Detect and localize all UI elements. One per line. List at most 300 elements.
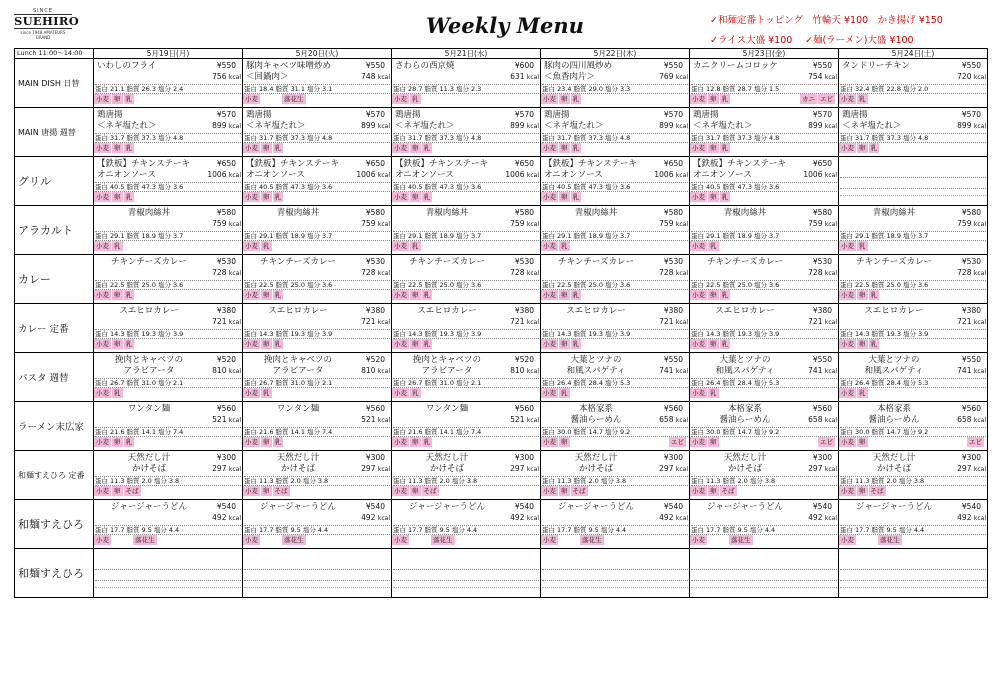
empty-slot <box>95 569 241 581</box>
price: ¥520 <box>216 355 236 364</box>
menu-item <box>243 206 391 254</box>
menu-cell <box>94 353 243 402</box>
allergen-tag: 乳 <box>721 95 728 103</box>
menu-cell <box>690 255 839 304</box>
menu-item <box>243 108 391 156</box>
dish-name: 天然だし汁 <box>276 453 320 463</box>
allergen-tag: 小麦 <box>841 438 854 446</box>
allergen-tag: 乳 <box>125 95 132 103</box>
nutrient-value: 3.6 <box>172 281 184 289</box>
menu-cell <box>690 402 839 451</box>
price: ¥530 <box>365 257 385 266</box>
menu-item <box>690 108 838 156</box>
allergen-tag: 小麦 <box>394 291 407 299</box>
nutrient-label: 脂質 <box>126 526 140 534</box>
nutrient-label: 塩分 <box>753 134 767 142</box>
nutrient-value: 18.9 <box>141 232 156 240</box>
nutrient-value: 9.2 <box>917 428 929 436</box>
nutrient-label: 塩分 <box>902 85 916 93</box>
allergen-tag: 卵 <box>263 193 270 201</box>
lunch-hours: Lunch 11:00～14:00 <box>15 49 94 59</box>
menu-row <box>15 59 988 108</box>
nutrient-label: 脂質 <box>722 134 736 142</box>
dish-name: 【鉄板】チキンステーキ <box>544 159 637 169</box>
calories <box>957 366 986 376</box>
nutrient-label: 脂質 <box>275 526 289 534</box>
allergen-row <box>541 437 689 447</box>
nutrient-label: 塩分 <box>306 134 320 142</box>
row-label: 和麺すえひろ <box>15 500 94 549</box>
nutrient-label: 塩分 <box>455 281 469 289</box>
nutrient-label: 蛋白 <box>691 134 704 142</box>
price: ¥530 <box>812 257 832 266</box>
allergen-row <box>94 437 242 447</box>
nutrient-label: 蛋白 <box>393 134 406 142</box>
page-title: Weekly Menu <box>426 13 584 38</box>
dish-name: チキンチーズカレー <box>260 257 336 267</box>
day-header-2: 5月20日(火) <box>243 49 392 59</box>
dish-name: 本格家系 <box>876 404 911 414</box>
menu-item <box>243 255 391 303</box>
nutrient-label: 塩分 <box>898 526 912 534</box>
nutrient-value: 3.7 <box>172 232 184 240</box>
allergen-tag: 乳 <box>859 95 866 103</box>
kcal-unit: kcal <box>973 270 986 277</box>
price: ¥520 <box>365 355 385 364</box>
menu-cell <box>94 451 243 500</box>
nutrient-value: 31.0 <box>290 379 305 387</box>
nutrient-value: 3.7 <box>321 232 333 240</box>
nutrient-value: 4.4 <box>317 526 329 534</box>
dish-name: チキンチーズカレー <box>558 257 634 267</box>
menu-item <box>690 353 838 401</box>
nutrient-value: 3.6 <box>619 183 631 191</box>
allergen-tag: 卵 <box>710 144 717 152</box>
nutrient-value: 4.8 <box>917 134 929 142</box>
calories <box>659 317 688 327</box>
nutrition-line <box>542 427 688 437</box>
kcal-unit: kcal <box>824 221 837 228</box>
allergen-tag: 乳 <box>572 340 579 348</box>
menu-item <box>541 157 689 205</box>
allergen-tag: 卵 <box>412 340 419 348</box>
nutrient-label: 脂質 <box>573 379 587 387</box>
nutrient-label: 蛋白 <box>393 330 406 338</box>
nutrient-label: 塩分 <box>157 85 171 93</box>
nutrient-value: 17.7 <box>855 526 870 534</box>
allergen-tag: 乳 <box>412 95 419 103</box>
price: ¥380 <box>216 306 236 315</box>
allergen-tag: 小麦 <box>692 291 705 299</box>
nutrient-label: 蛋白 <box>691 85 704 93</box>
calories <box>361 464 390 474</box>
menu-cell <box>541 402 690 451</box>
nutrition-line <box>542 378 688 388</box>
nutrient-value: 2.1 <box>172 379 184 387</box>
nutrient-label: 脂質 <box>722 330 736 338</box>
allergen-tag: 乳 <box>710 389 717 397</box>
dish-subname: ＜ネギ塩たれ＞ <box>544 121 604 131</box>
nutrient-value: 7.4 <box>321 428 333 436</box>
nutrient-value: 37.3 <box>290 134 305 142</box>
dish-name: 鶏唐揚 <box>395 110 421 120</box>
nutrient-label: 塩分 <box>604 183 618 191</box>
menu-item <box>839 157 987 205</box>
kcal-unit: kcal <box>675 466 688 473</box>
price: ¥650 <box>812 159 832 168</box>
menu-row <box>15 108 988 157</box>
nutrient-value: 3.6 <box>917 281 929 289</box>
kcal-value: 721 <box>808 317 823 326</box>
menu-cell <box>690 206 839 255</box>
nutrition-line <box>542 525 688 535</box>
nutrient-label: 脂質 <box>871 379 885 387</box>
calories <box>207 170 241 180</box>
nutrient-value: 9.5 <box>141 526 152 534</box>
allergen-row <box>243 437 391 447</box>
allergen-row <box>839 94 987 104</box>
menu-cell <box>243 549 392 598</box>
price: ¥380 <box>514 306 534 315</box>
nutrient-label: 蛋白 <box>691 232 704 240</box>
menu-cell <box>392 157 541 206</box>
allergen-tag: 乳 <box>561 242 568 250</box>
menu-row <box>15 206 988 255</box>
nutrient-value: 19.3 <box>290 330 305 338</box>
kcal-value: 521 <box>212 415 227 424</box>
kcal-value: 741 <box>659 366 674 375</box>
dish-subname: アラビアータ <box>421 366 473 376</box>
price: ¥570 <box>216 110 236 119</box>
price: ¥550 <box>663 61 683 70</box>
nutrition-line <box>95 329 241 339</box>
dish-name: ジャージャーうどん <box>260 502 336 512</box>
nutrient-label: 脂質 <box>424 526 438 534</box>
nutrient-value: 26.7 <box>259 379 274 387</box>
allergen-tag: 卵 <box>263 291 270 299</box>
menu-cell <box>243 255 392 304</box>
menu-cell <box>243 304 392 353</box>
nutrient-value: 14.7 <box>588 428 603 436</box>
nutrition-line <box>95 280 241 290</box>
kcal-unit: kcal <box>824 172 837 179</box>
dish-subname: かけそば <box>727 464 762 474</box>
kcal-value: 759 <box>212 219 227 228</box>
nutrient-value: 22.5 <box>408 281 423 289</box>
menu-item <box>392 451 540 499</box>
nutrition-line <box>542 329 688 339</box>
nutrient-value: 21.6 <box>110 428 125 436</box>
nutrient-value: 3.8 <box>764 477 776 485</box>
nutrient-label: 蛋白 <box>244 281 257 289</box>
day-header-3: 5月21日(水) <box>392 49 541 59</box>
nutrient-label: 脂質 <box>871 232 885 240</box>
price: ¥570 <box>514 110 534 119</box>
nutrient-label: 塩分 <box>902 379 916 387</box>
allergen-tag: 小麦 <box>841 144 854 152</box>
nutrient-label: 脂質 <box>126 183 140 191</box>
kcal-unit: kcal <box>824 319 837 326</box>
nutrient-label: 蛋白 <box>393 232 406 240</box>
nutrient-value: 21.1 <box>110 85 125 93</box>
nutrient-value: 3.6 <box>172 183 184 191</box>
nutrient-value: 31.7 <box>259 134 274 142</box>
calories <box>356 170 390 180</box>
nutrient-label: 塩分 <box>604 85 618 93</box>
allergen-row <box>392 241 540 251</box>
row-label: アラカルト <box>15 206 94 255</box>
allergen-tag: 小麦 <box>841 487 854 495</box>
allergen-tag: 小麦 <box>692 340 705 348</box>
dish-name: 青椒肉絲丼 <box>574 208 618 218</box>
nutrient-value: 17.7 <box>706 526 721 534</box>
menu-cell <box>690 353 839 402</box>
dish-name: ワンタン麺 <box>276 404 320 414</box>
nutrient-label: 塩分 <box>157 379 171 387</box>
kcal-unit: kcal <box>973 74 986 81</box>
dish-subname: オニオンソース <box>544 170 603 180</box>
nutrient-value: 26.3 <box>141 85 156 93</box>
nutrient-label: 塩分 <box>455 183 469 191</box>
nutrient-value: 47.3 <box>141 183 156 191</box>
calories <box>957 268 986 278</box>
price: ¥550 <box>216 61 236 70</box>
nutrient-label: 脂質 <box>573 183 587 191</box>
nutrition-line <box>691 378 837 388</box>
price: ¥580 <box>812 208 832 217</box>
logo-tagline: since 1948 AMATEURS GRAND <box>20 30 66 40</box>
kcal-value: 754 <box>808 72 823 81</box>
price: ¥550 <box>812 61 832 70</box>
allergen-tag: 落花生 <box>582 536 602 544</box>
allergen-tag: 乳 <box>114 389 121 397</box>
kcal-value: 297 <box>957 464 972 473</box>
dish-name: タンドリーチキン <box>842 61 910 71</box>
allergen-tag: 小麦 <box>692 193 705 201</box>
nutrition-line <box>840 231 986 241</box>
menu-item <box>392 206 540 254</box>
menu-item <box>541 549 689 597</box>
dish-subname: オニオンソース <box>693 170 752 180</box>
nutrient-label: 蛋白 <box>542 330 555 338</box>
dish-subname: アラビアータ <box>272 366 324 376</box>
price: ¥300 <box>961 453 981 462</box>
dish-subname: 和風スパゲティ <box>715 366 775 376</box>
nutrient-label: 蛋白 <box>393 526 406 534</box>
price: ¥530 <box>663 257 683 266</box>
allergen-tag: 乳 <box>263 242 270 250</box>
allergen-tag: 小麦 <box>394 193 407 201</box>
allergen-tag: 乳 <box>274 438 281 446</box>
allergen-tag: 乳 <box>721 291 728 299</box>
nutrient-label: 蛋白 <box>691 330 704 338</box>
nutrient-value: 21.6 <box>408 428 423 436</box>
menu-item <box>690 157 838 205</box>
kcal-value: 756 <box>212 72 227 81</box>
nutrient-label: 塩分 <box>455 379 469 387</box>
calories <box>510 268 539 278</box>
allergen-row <box>839 339 987 349</box>
day-header-4: 5月22日(木) <box>541 49 690 59</box>
nutrient-value: 25.0 <box>290 281 305 289</box>
nutrient-value: 11.3 <box>439 85 454 93</box>
dish-name: スエヒロカレー <box>864 306 924 316</box>
menu-item <box>392 500 540 548</box>
nutrient-label: 塩分 <box>753 428 767 436</box>
nutrient-value: 19.3 <box>886 330 901 338</box>
kcal-unit: kcal <box>526 123 539 130</box>
allergen-tag: 乳 <box>125 144 132 152</box>
nutrient-value: 29.1 <box>557 232 572 240</box>
nutrient-value: 40.5 <box>557 183 572 191</box>
calories <box>361 268 390 278</box>
menu-row <box>15 451 988 500</box>
nutrient-label: 蛋白 <box>840 526 853 534</box>
kcal-value: 769 <box>659 72 674 81</box>
menu-cell <box>690 500 839 549</box>
calories <box>510 513 539 523</box>
nutrient-label: 脂質 <box>424 134 438 142</box>
nutrient-value: 5.3 <box>768 379 780 387</box>
nutrient-value: 2.1 <box>321 379 333 387</box>
nutrient-value: 18.9 <box>439 232 454 240</box>
menu-body <box>15 59 988 598</box>
menu-item <box>839 108 987 156</box>
calories <box>659 268 688 278</box>
menu-item <box>392 59 540 107</box>
kcal-value: 759 <box>510 219 525 228</box>
kcal-unit: kcal <box>675 515 688 522</box>
nutrient-value: 29.1 <box>259 232 274 240</box>
dish-name: 本格家系 <box>578 404 613 414</box>
nutrient-label: 蛋白 <box>691 477 704 485</box>
menu-cell <box>243 402 392 451</box>
empty-slot-line <box>244 587 390 593</box>
calories <box>957 317 986 327</box>
logo-since: SINCE <box>32 8 54 14</box>
allergen-row <box>392 143 540 153</box>
allergen-tag: 小麦 <box>245 95 258 103</box>
calories <box>808 268 837 278</box>
nutrient-value: 40.5 <box>408 183 423 191</box>
nutrient-label: 塩分 <box>753 281 767 289</box>
allergen-tag: 乳 <box>274 144 281 152</box>
menu-item <box>94 549 242 597</box>
allergen-row <box>839 143 987 153</box>
nutrition-line <box>244 133 390 143</box>
calories <box>510 317 539 327</box>
nutrient-label: 脂質 <box>573 477 587 485</box>
nutrient-value: 31.7 <box>408 134 423 142</box>
allergen-tag: 小麦 <box>96 291 109 299</box>
price: ¥540 <box>663 502 683 511</box>
price: ¥540 <box>216 502 236 511</box>
nutrient-label: 塩分 <box>157 134 171 142</box>
dish-name: 豚肉キャベツ味噌炒め <box>246 61 332 71</box>
allergen-row <box>690 290 838 300</box>
dish-subname: ＜回鍋肉＞ <box>246 72 289 82</box>
nutrient-label: 塩分 <box>749 477 763 485</box>
dish-name: 【鉄板】チキンステーキ <box>97 159 190 169</box>
menu-item <box>94 206 242 254</box>
nutrition-line <box>244 476 390 486</box>
nutrient-label: 塩分 <box>306 428 320 436</box>
nutrient-value: 14.1 <box>141 428 156 436</box>
allergen-tag: 小麦 <box>841 291 854 299</box>
dish-name: さわらの西京焼 <box>395 61 455 71</box>
kcal-unit: kcal <box>228 74 241 81</box>
price: ¥560 <box>663 404 683 413</box>
kcal-value: 492 <box>957 513 972 522</box>
nutrient-value: 30.0 <box>557 428 572 436</box>
menu-cell <box>94 206 243 255</box>
allergen-tag: 卵 <box>710 438 717 446</box>
menu-cell <box>690 157 839 206</box>
allergen-tag: 小麦 <box>692 95 705 103</box>
allergen-tag: 卵 <box>114 438 121 446</box>
dish-subname: 醤油らーめん <box>868 415 920 425</box>
nutrient-value: 26.4 <box>855 379 870 387</box>
nutrient-label: 塩分 <box>455 428 469 436</box>
dish-name: 天然だし汁 <box>425 453 469 463</box>
allergen-tag: 乳 <box>423 438 430 446</box>
price: ¥560 <box>365 404 385 413</box>
kcal-value: 658 <box>808 415 823 424</box>
menu-item <box>541 206 689 254</box>
nutrient-value: 2.0 <box>737 477 748 485</box>
dish-name: 豚肉の四川風炒め <box>544 61 613 71</box>
allergen-row <box>243 192 391 202</box>
dish-name: スエヒロカレー <box>417 306 477 316</box>
allergen-tag: 小麦 <box>394 95 407 103</box>
allergen-tag: 乳 <box>423 144 430 152</box>
nutrition-line <box>244 231 390 241</box>
nutrient-label: 塩分 <box>902 428 916 436</box>
nutrient-label: 塩分 <box>600 477 614 485</box>
price: ¥560 <box>514 404 534 413</box>
nutrient-value: 19.3 <box>737 330 752 338</box>
nutrient-label: 塩分 <box>604 232 618 240</box>
nutrient-label: 蛋白 <box>542 477 555 485</box>
nutrient-label: 脂質 <box>424 379 438 387</box>
nutrient-value: 5.3 <box>619 379 631 387</box>
dish-name: チキンチーズカレー <box>707 257 783 267</box>
menu-item <box>541 255 689 303</box>
nutrition-line <box>840 378 986 388</box>
dish-subname: かけそば <box>131 464 166 474</box>
dish-subname: オニオンソース <box>97 170 156 180</box>
menu-cell <box>94 549 243 598</box>
allergen-row <box>839 388 987 398</box>
menu-item <box>94 59 242 107</box>
allergen-tag: 小麦 <box>394 340 407 348</box>
empty-slot-line <box>840 587 986 593</box>
allergen-tag: 乳 <box>114 242 121 250</box>
allergen-tag: 小麦 <box>841 536 854 544</box>
nutrition-line <box>244 84 390 94</box>
nutrient-label: 蛋白 <box>840 85 853 93</box>
nutrient-label: 塩分 <box>753 379 767 387</box>
nutrient-label: 脂質 <box>722 379 736 387</box>
nutrient-label: 蛋白 <box>95 428 108 436</box>
nutrient-label: 脂質 <box>126 281 140 289</box>
nutrition-line <box>95 476 241 486</box>
nutrient-label: 蛋白 <box>244 428 257 436</box>
nutrient-value: 14.3 <box>855 330 870 338</box>
nutrition-line <box>691 329 837 339</box>
nutrition-line <box>393 84 539 94</box>
nutrition-line <box>393 525 539 535</box>
